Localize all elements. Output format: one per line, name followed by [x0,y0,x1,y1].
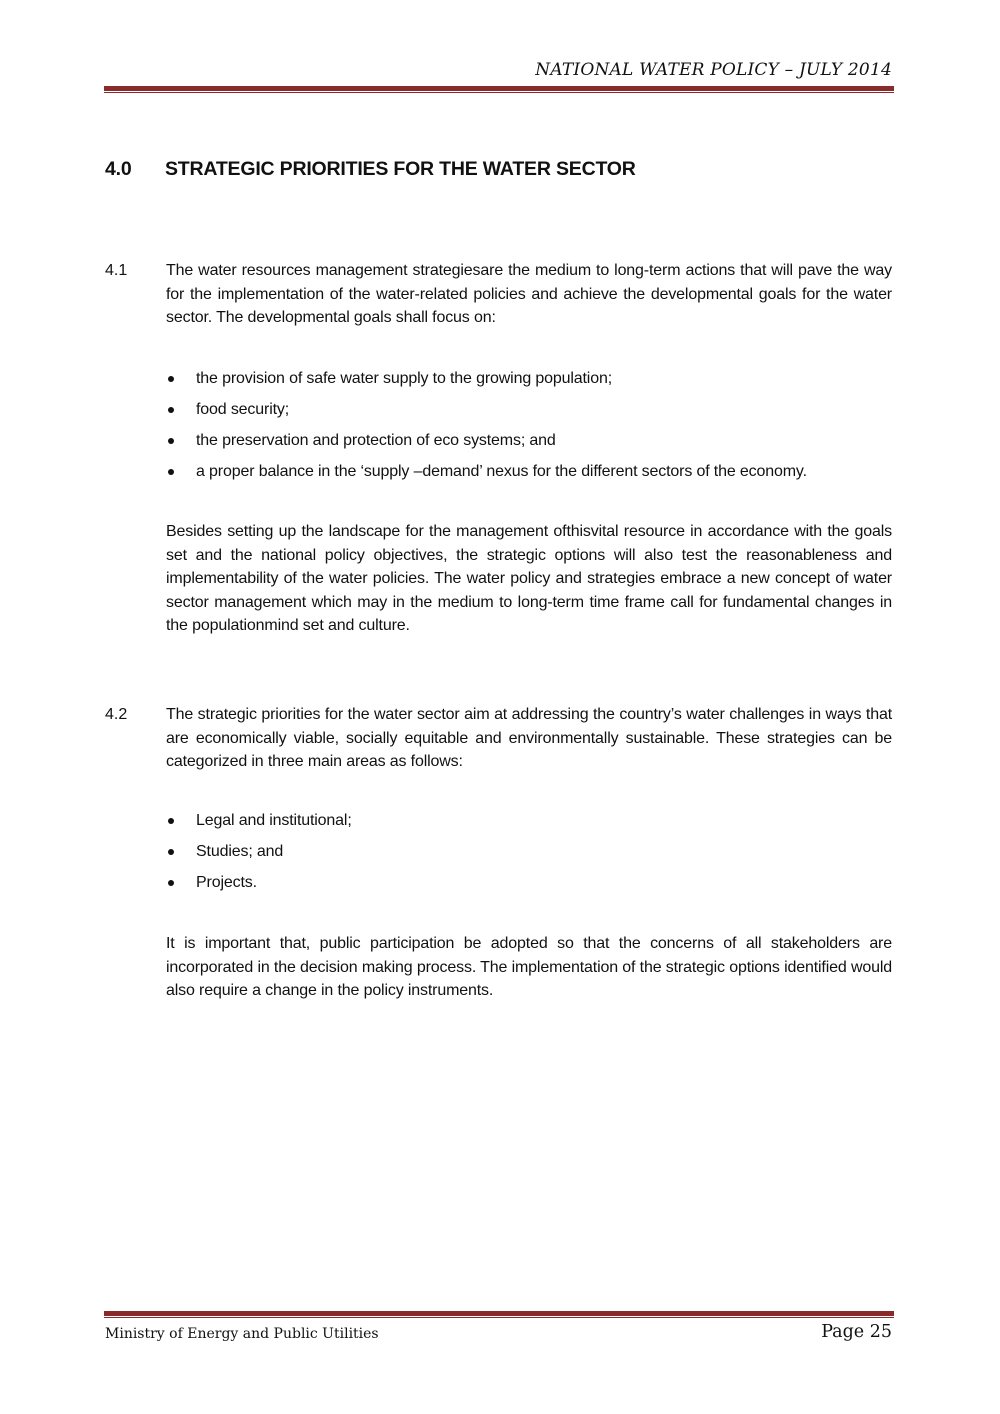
bullet-icon [168,407,174,413]
bullet-list-4-2 [166,810,892,903]
bullet-icon [168,880,174,886]
footer-ministry: Ministry of Energy and Public Utilities [105,1326,379,1342]
bullet-icon [168,849,174,855]
header-rule [104,86,894,93]
footer-rule [104,1311,894,1318]
list-item: Studies; and [166,841,892,872]
bullet-icon [168,438,174,444]
section-heading-title: STRATEGIC PRIORITIES FOR THE WATER SECTOR [165,158,636,180]
list-item: Legal and institutional; [166,810,892,841]
paragraph-4-1-intro: The water resources management strategiesare the medium to long-term actions that will pave the way for the implementation of the water-related policies and achieve the developmental goals for the water sector. The developmental goals shall focus on: [166,262,892,326]
list-item: the provision of safe water supply to the growing population; [166,368,892,399]
paragraph-4-2-intro: The strategic priorities for the water sector aim at addressing the country’s water challenges in ways that are economically viable, socially equitable and environmentally sustainable. These strategies can be categorized in three main areas as follows: [166,706,892,770]
subsection-number-4-2: 4.2 [105,706,128,723]
subsection-number-4-1: 4.1 [105,262,128,279]
paragraph-4-2-closing: It is important that, public participation be adopted so that the concerns of all stakeholders are incorporated in the decision making process. The implementation of the strategic options identified would also require a change in the policy instruments. [166,935,892,999]
list-item: the preservation and protection of eco systems; and [166,430,892,461]
running-header: NATIONAL WATER POLICY – JULY 2014 [535,60,892,80]
list-item: a proper balance in the ‘supply –demand’ nexus for the different sectors of the economy. [166,461,892,492]
bullet-icon [168,818,174,824]
bullet-icon [168,376,174,382]
section-heading [105,158,636,181]
paragraph-4-1-closing: Besides setting up the landscape for the management ofthisvital resource in accordance with the goals set and the national policy objectives, the strategic options will also test the reasonableness and implementability of the water policies. The water policy and strategies embrace a new concept of water sector management which may in the medium to long-term time frame call for fundamental changes in the populationmind set and culture. [166,523,892,634]
bullet-list-4-1 [166,368,892,492]
list-item: Projects. [166,872,892,903]
list-item: food security; [166,399,892,430]
bullet-icon [168,469,174,475]
page-number: Page 25 [821,1322,892,1342]
section-heading-number: 4.0 [105,158,132,180]
